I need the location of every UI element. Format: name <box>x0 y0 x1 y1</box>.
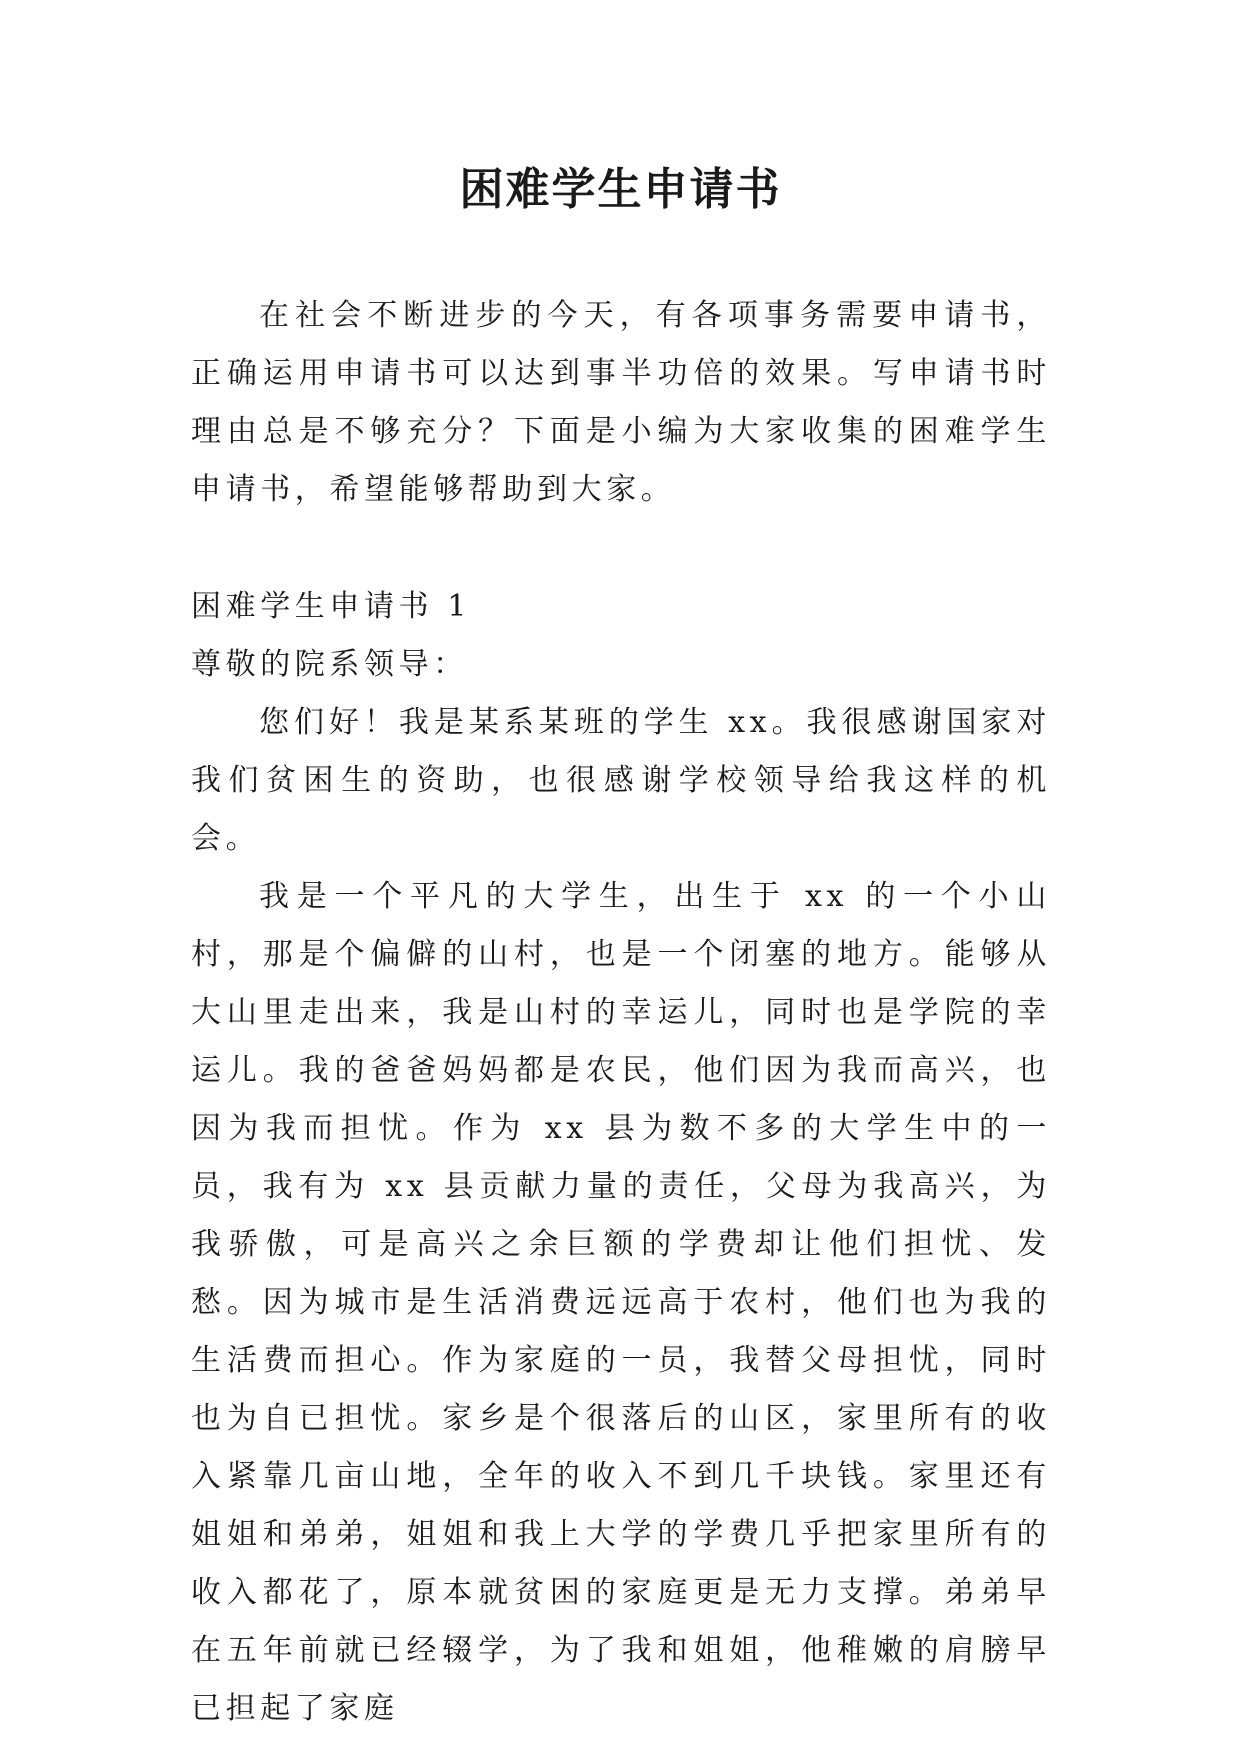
section-heading: 困难学生申请书 1 <box>191 589 472 624</box>
document-title: 困难学生申请书 <box>459 164 782 215</box>
body-paragraph-2: 我是一个平凡的大学生，出生于 xx 的一个小山村，那是个偏僻的山村，也是一个闭塞的地方。能够从大山里走出来，我是山村的幸运儿，同时也是学院的幸运儿。我的爸爸妈妈都是农民，他们因为我而高兴，也因为我而担忧。作为 xx 县为数不多的大学生中的一员，我有为 xx 县贡献力量的责任，父母为我高兴，为我骄傲，可是高兴之余巨额的学费却让他们担忧、发愁。因为城市是生活消费远远高于农村，他们也为我的生活费而担心。作为家庭的一员，我替父母担忧，同时也为自已担忧。家乡是个很落后的山区，家里所有的收入紧靠几亩山地，全年的收入不到几千块钱。家里还有姐姐和弟弟，姐姐和我上大学的学费几乎把家里所有的收入都花了，原本就贫困的家庭更是无力支撑。弟弟早在五年前就已经辍学，为了我和姐姐，他稚嫩的肩膀早已担起了家庭 <box>191 879 1051 1726</box>
intro-section <box>191 287 1051 519</box>
letter-section <box>191 578 1051 1738</box>
salutation: 尊敬的院系领导： <box>191 647 468 682</box>
intro-paragraph: 在社会不断进步的今天，有各项事务需要申请书，正确运用申请书可以达到事半功倍的效果。写申请书时理由总是不够充分？下面是小编为大家收集的困难学生申请书，希望能够帮助到大家。 <box>191 298 1051 507</box>
body-paragraph-1: 您们好！我是某系某班的学生 xx。我很感谢国家对我们贫困生的资助，也很感谢学校领导给我这样的机会。 <box>191 705 1051 856</box>
